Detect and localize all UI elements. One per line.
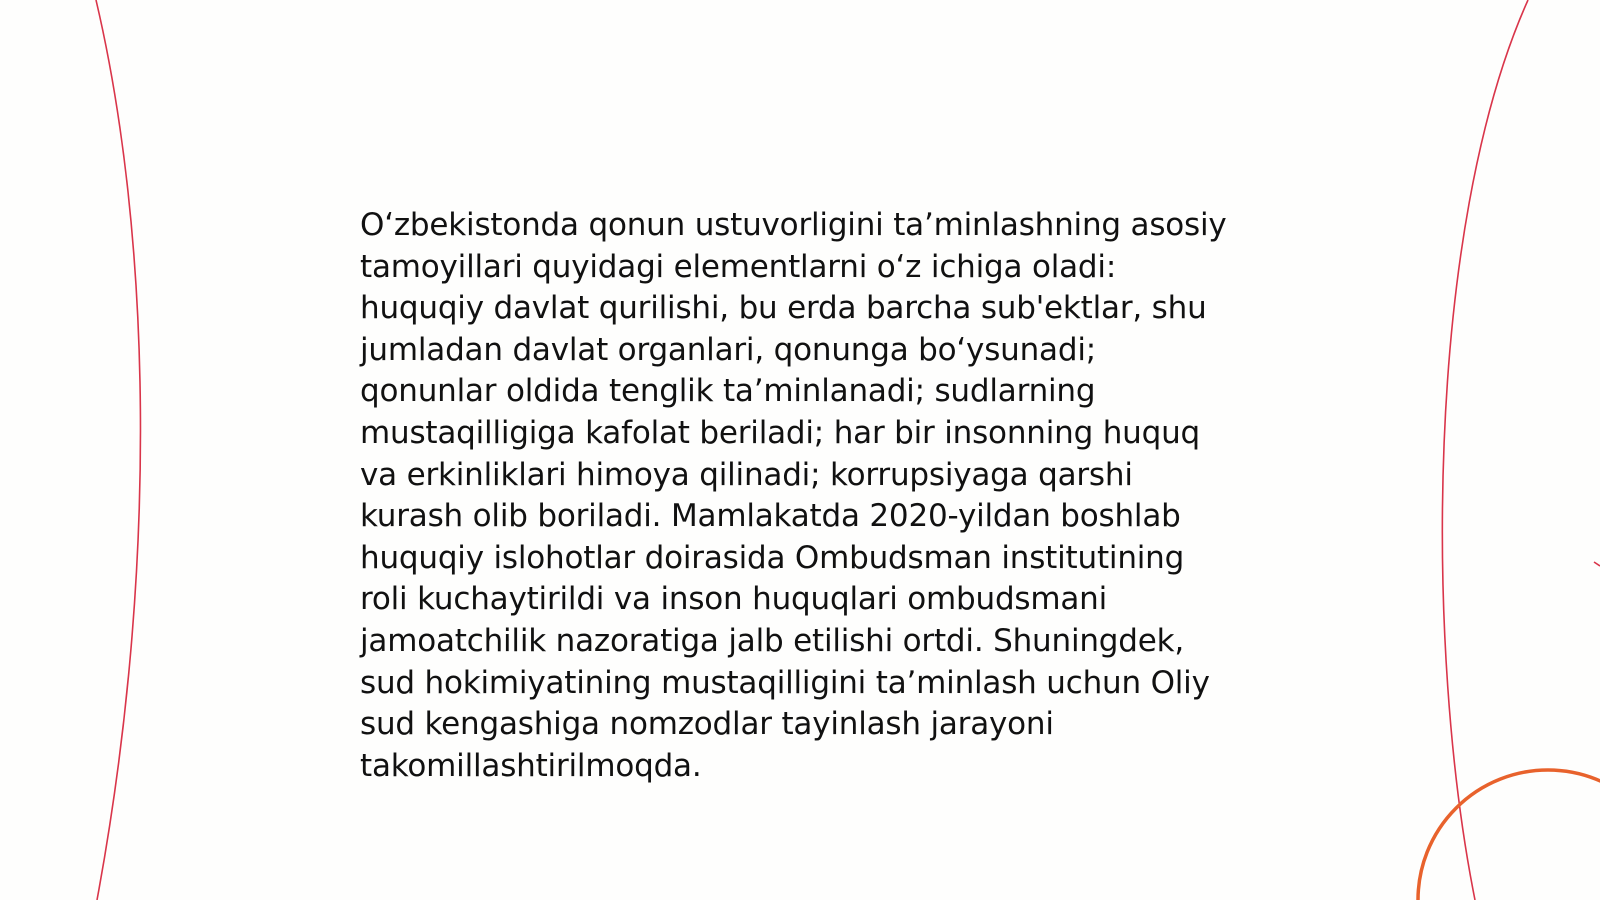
right-curve-line — [1442, 0, 1528, 900]
left-curve-line — [96, 0, 140, 900]
corner-circle-arc — [1418, 770, 1600, 900]
edge-tick-mark — [1594, 562, 1600, 566]
slide-body-text: O‘zbekistonda qonun ustuvorligini ta’minlashning asosiy tamoyillari quyidagi elementlarni o‘z ichiga oladi: huquqiy davlat qurilishi, bu erda barcha sub'ektlar, shu jumladan davlat organlari, qonunga bo‘ysunadi; qonunlar oldida tenglik ta’minlanadi; sudlarning mustaqilligiga kafolat beriladi; har bir insonning huquq va erkinliklari himoya qilinadi; korrupsiyaga qarshi kurash olib boriladi. Mamlakatda 2020-yildan boshlab huquqiy islohotlar doirasida Ombudsman institutining roli kuchaytirildi va inson huquqlari ombudsmani jamoatchilik nazoratiga jalb etilishi ortdi. Shuningdek, sud hokimiyatining mustaqilligini ta’minlash uchun Oliy sud kengashiga nomzodlar tayinlash jarayoni takomillashtirilmoqda. — [360, 207, 1227, 784]
